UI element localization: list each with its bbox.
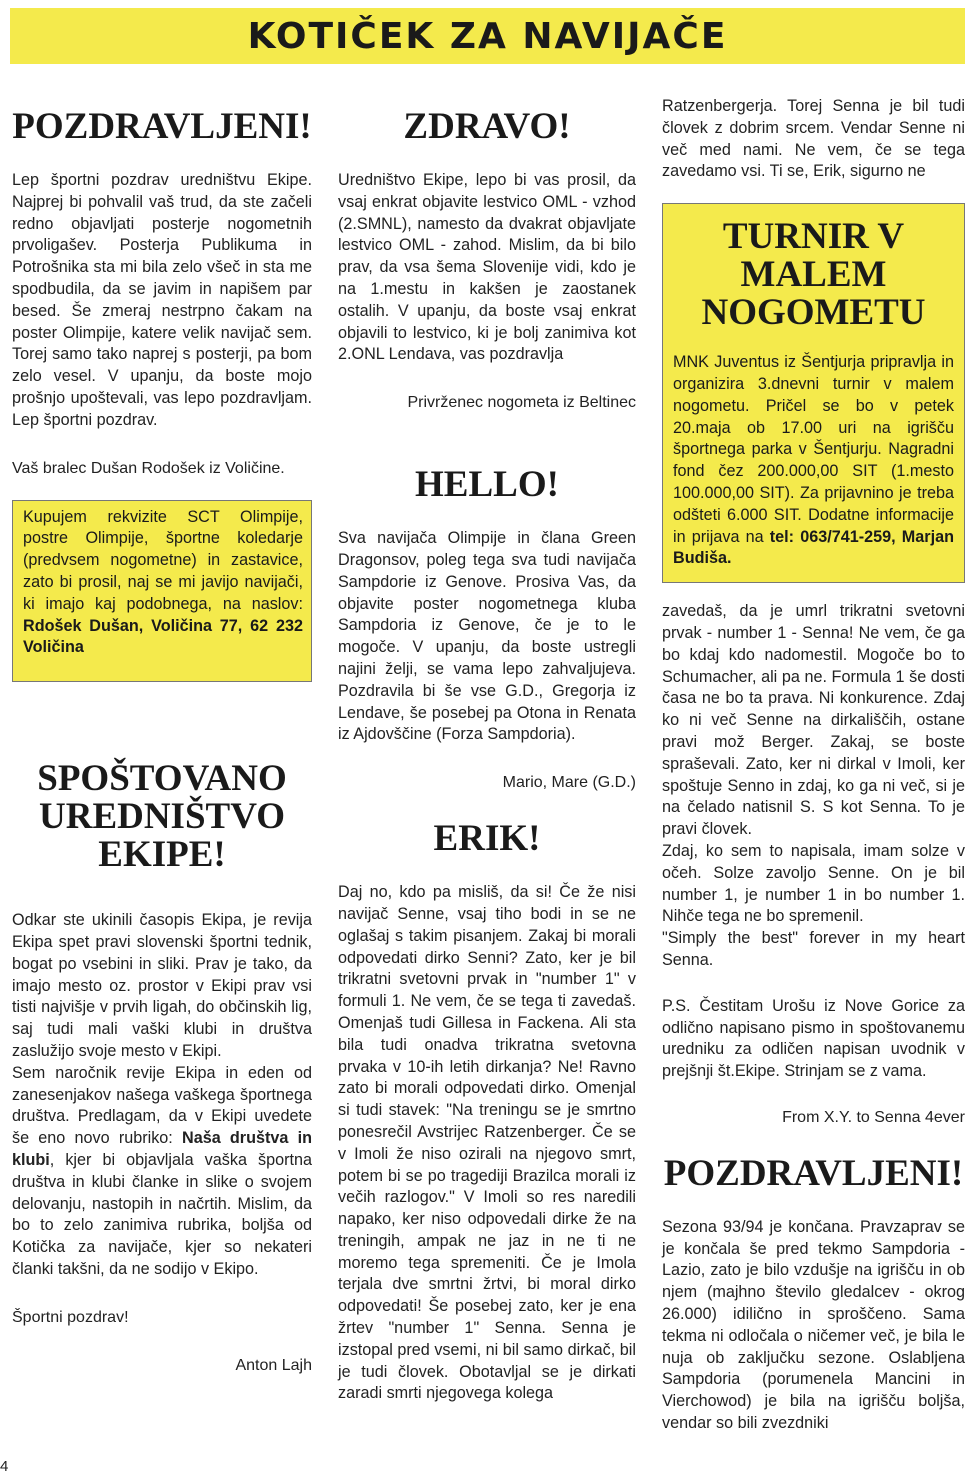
letter-title: SPOŠTOVANO UREDNIŠTVO EKIPE! <box>37 758 287 876</box>
letter-signature: Vaš bralec Dušan Rodošek iz Voličine. <box>12 459 285 477</box>
letter-continuation: "Simply the best" forever in my heart Senna. <box>662 929 965 969</box>
letter-continuation: zavedaš, da je umrl trikratni svetovni prvak - number 1 - Senna! Ne vem, če ga bo kdaj kdo nadomestil. Mogoče bo to Schumacher, ali pa ne. Formula 1 še dosti časa ne bo ta prava. Ni konkurence. Zdaj ko ni več Senne na dirkališčih, ostane pravi mož Berger. Zakaj, se boste spraševali. Zato, ker ni dirkal v Imoli, ker spoštuje Senno in zdaj, ko ga ni več, si je na čelado natisnil S. S kot Senna. To je pravi človek. <box>662 602 965 839</box>
classified-ad-address: Rdošek Dušan, Voličina 77, 62 232 Voličina <box>23 616 303 657</box>
letter-body: Lep športni pozdrav uredništvu Ekipe. Najprej bi pohvalil vaš trud, da ste začeli redno objavljati posterje nogometnih prvoligašev. Posterja Publikuma in Potrošnika sta mi bila zelo všeč in sta me spodbudila, da se javim in napišem par besed. Še zmeraj nestrpno čakam na poster Olimpije, katere velik navijač sem. Torej samo tako naprej s posterji, pa bom zelo vesel. V upanju, da boste mojo prošnjo upoštevali, vas lepo pozdravljam. Lep športni pozdrav. <box>12 171 312 429</box>
letter-signature: Mario, Mare (G.D.) <box>502 774 636 792</box>
letter-title: ZDRAVO! <box>403 106 571 147</box>
section-title: KOTIČEK ZA NAVIJAČE <box>247 15 728 57</box>
letter-body: Uredništvo Ekipe, lepo bi vas prosil, da vsaj enkrat objavite lestvico OML - vzhod (2.SMNL), namesto da dvakrat objavljate lestvico OML - zahod. Mislim, da bi bilo prav, da vsa šema Slovenije vidi, kdo je na 1.mestu in kakšen je zaostanek ostalih. V upanju, da boste vsaj enkrat objavili to lestvico, ki je bolj zanimiva kot 2.ONL Lendava, vas pozdravlja <box>338 171 636 364</box>
page-number: 4 <box>0 1458 9 1475</box>
classified-ad-text: Kupujem rekvizite SCT Olimpije, postre Olimpije, športne koledarje (predvsem nogometne) in zastavice, zato bi prosil, naj se mi javijo navijači, ki imajo kaj podobnega, na naslov: Rdošek Dušan, Voličina 77, 62 232 Voličina <box>23 507 303 657</box>
letter-body: Odkar ste ukinili časopis Ekipa, je revija Ekipa spet pravi slovenski športni tednik, bogat po vsebini in sliki. Prav je tako, da imajo mesto oz. prostor v Ekipi prav vsi tisti najvišje v prvih ligah, do občinskih lig, saj tudi mali vaški klubi in društva zaslužijo svoje mesto v Ekipi. <box>12 911 312 1060</box>
letter-signature: From X.Y. to Senna 4ever <box>782 1108 965 1126</box>
column-right <box>662 96 965 1435</box>
tournament-title: TURNIR V MALEM NOGOMETU <box>701 216 926 334</box>
tournament-contact: tel: 063/741-259, Marjan Budiša. <box>673 527 954 568</box>
rubric-name: Naša društva in klubi <box>12 1129 312 1169</box>
tournament-box <box>662 203 965 583</box>
letter-greeting: Športni pozdrav! <box>12 1308 129 1326</box>
letter-postscript: P.S. Čestitam Urošu iz Nove Gorice za odlično napisano pismo in spoštovanemu uredniku za odličen napisan uvodnik v prejšnji št.Ekipe. Strinjam se z vama. <box>662 996 965 1081</box>
letter-body: Sem naročnik revije Ekipa in eden od zanesenjakov našega vaškega športnega društva. Predlagam, da v Ekipi uvedete še eno novo rubriko: Naša društva in klubi, kjer bi objavljala vaška športna društva in klubi članke in slike o svojem delovanju, nastopih in načrtih. Mislim, da bo to zelo zanimiva rubrika, boljša od Kotička za navijače, kjer so nekateri članki takšni, da ne sodijo v Ekipo. <box>12 1063 312 1278</box>
letter-title: ERIK! <box>433 818 541 860</box>
letter-signature: Anton Lajh <box>235 1356 312 1374</box>
section-banner <box>10 8 965 64</box>
letter-title: HELLO! <box>415 464 559 506</box>
letter-title: POZDRAVLJENI! <box>663 1152 964 1194</box>
letter-signature: Privrženec nogometa iz Beltinec <box>407 394 636 412</box>
letter-body: Daj no, kdo pa misliš, da si! Če že nisi navijač Senne, vsaj tiho bodi in se ne oglašaj s takim pisanjem. Zakaj bi morali odpovedati dirko Senni? Zato, ker je bil trikratni svetovni prvak in "number 1" v formuli 1. Ne vem, če se tega ti zavedaš. Omenjaš tudi Gillesa in Fackena. Ali sta bila tudi onadva trikratna svetovna prvaka v 10-ih letih dirkanja? Ne! Ravno zato bi morali odpovedati dirko. Omenjal si tudi stavek: "Na treningu se je smrtno ponesrečil Avstrijec Ratzenberger. Če se v Imoli že niso ozirali na njegovo smrt, potem bi se po tragediji Brazilca morali iz večih razlogov." V Imoli so res naredili napako, ker niso odpovedali dirke že na treningih, ampak ne jaz in ne ti ne moremo tega spremeniti. Če je Imola terjala dve smrtni žrtvi, bi moral dirko odpovedati! Še posebej zato, ker je ena žrtev "number 1" Senna. Senna je izstopal pred vsemi, ni bil samo dirkač, bil je tudi človek. Obotavljal se je dirkati zaradi smrti njegovega kolega <box>338 883 636 1403</box>
letter-title: POZDRAVLJENI! <box>12 106 312 147</box>
letter-continuation: Ratzenbergerja. Torej Senna je bil tudi človek z dobrim srcem. Vendar Senne ni več med nami. Ne vem, če se tega zavedamo vsi. Ti se, Erik, sigurno ne <box>662 97 965 181</box>
classified-ad-box <box>12 500 312 683</box>
tournament-text: MNK Juventus iz Šentjurja pripravlja in organizira 3.dnevni turnir v malem nogometu. Pričel se bo v petek 20.maja ob 17.00 uri na igrišču športnega parka v Šentjurju. Nagradni fond čez 200.000,00 SIT (1.mesto 100.000,00 SIT). Za prijavnino je treba odšteti 6.000 SIT. Dodatne informacije in prijava na tel: 063/741-259, Marjan Budiša. <box>673 353 954 568</box>
column-middle <box>338 90 636 1405</box>
letter-continuation: Zdaj, ko sem to napisala, imam solze v očeh. Solze zavoljo Senne. On je bil number 1, je number 1 in bo number 1. Nihče tega ne bo spremenil. <box>662 841 965 926</box>
letter-body: Sva navijača Olimpije in člana Green Dragonsov, poleg tega sva tudi navijača Sampdorie iz Genove. Prosiva Vas, da objavite poster nogometnega kluba Sampdoria iz Genove, če je to le mogoče. V upanju, da boste ustregli najini želji, se vama lepo zahvaljujeva. Pozdravila bi še vse G.D., Gregorja iz Lendave, še posebej pa Otona in Renata iz Ajdovščine (Forza Sampdoria). <box>338 529 636 744</box>
column-left <box>12 90 312 1377</box>
letter-body: Sezona 93/94 je končana. Pravzaprav se je končala še pred tekmo Sampdoria - Lazio, zato je bilo vzdušje na igrišču in ob njem (majhno število gledalcev - okrog 26.000) idilično in sproščeno. Sama tekma ni odločala o ničemer več, je bila le nuja ob zaključku sezone. Oslabljena Sampdoria (porumenela Mancini in Vierchowod) je bila na igrišču boljša, vendar so bili zvezdniki <box>662 1217 965 1433</box>
